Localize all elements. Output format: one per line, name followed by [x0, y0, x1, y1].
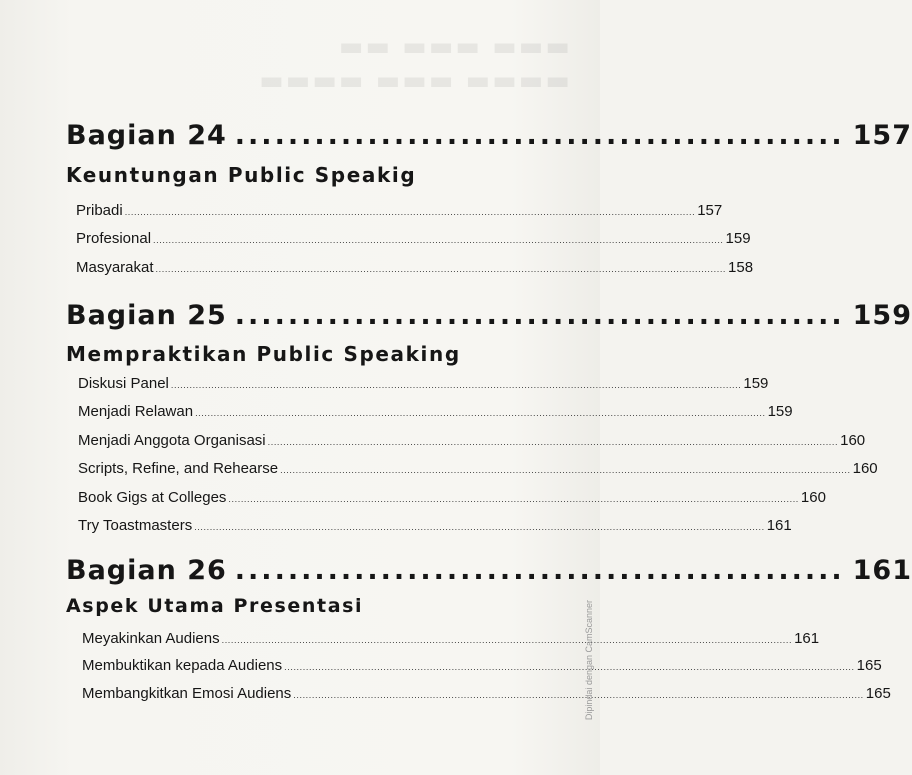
entry-page-number: 158 — [728, 259, 754, 276]
section-label: Bagian 26 — [66, 555, 227, 586]
toc-entry[interactable] — [78, 432, 866, 458]
entry-title: Pribadi — [76, 202, 123, 219]
entry-title: Book Gigs at Colleges — [78, 489, 227, 506]
entry-title: Membangkitkan Emosi Audiens — [82, 685, 292, 702]
toc-entry[interactable] — [78, 517, 792, 543]
entry-title: Menjadi Relawan — [78, 403, 194, 420]
leader-dots: .............................................. — [234, 120, 845, 151]
toc-entry[interactable] — [82, 657, 882, 683]
show-through-text: ▬▬▬ ▬▬▬ ▬▬ ▬▬▬▬ ▬▬▬ ▬▬▬▬ — [257, 32, 570, 96]
section-title: Aspek Utama Presentasi — [66, 595, 364, 617]
toc-entry[interactable] — [78, 489, 826, 515]
section-label: Bagian 24 — [66, 120, 227, 151]
entry-title: Menjadi Anggota Organisasi — [78, 432, 266, 449]
entry-page-number: 160 — [852, 460, 878, 477]
entry-page-number: 159 — [725, 230, 751, 247]
toc-entry[interactable] — [78, 460, 878, 486]
entry-page-number: 161 — [794, 630, 820, 647]
toc-entry[interactable] — [76, 230, 751, 256]
section-page-number: 161 — [852, 555, 912, 586]
leader-dots: ........................................................................................................................................................................................ — [280, 465, 851, 475]
section-page-number: 157 — [852, 120, 912, 151]
entry-title: Diskusi Panel — [78, 375, 169, 392]
entry-title: Masyarakat — [76, 259, 154, 276]
leader-dots: .............................................. — [234, 300, 845, 331]
leader-dots: ........................................................................................................................................................................................ — [153, 235, 724, 245]
entry-title: Profesional — [76, 230, 152, 247]
toc-entry[interactable] — [82, 685, 891, 711]
entry-title: Try Toastmasters — [78, 517, 193, 534]
section-title: Mempraktikan Public Speaking — [66, 342, 461, 366]
leader-dots: ........................................................................................................................................................................................ — [284, 662, 855, 672]
leader-dots: ........................................................................................................................................................................................ — [170, 380, 742, 390]
entry-title: Meyakinkan Audiens — [82, 630, 220, 647]
entry-page-number: 165 — [865, 685, 891, 702]
section-label: Bagian 25 — [66, 300, 227, 331]
leader-dots: ........................................................................................................................................................................................ — [293, 690, 864, 700]
toc-entry[interactable] — [82, 630, 820, 656]
leader-dots: ........................................................................................................................................................................................ — [228, 494, 799, 504]
entry-page-number: 161 — [766, 517, 792, 534]
leader-dots: ........................................................................................................................................................................................ — [267, 437, 839, 447]
entry-page-number: 157 — [697, 202, 723, 219]
toc-entry[interactable] — [76, 259, 754, 285]
entry-page-number: 159 — [767, 403, 793, 420]
section-page-number: 159 — [852, 300, 912, 331]
entry-page-number: 159 — [743, 375, 769, 392]
section-heading-25 — [66, 300, 912, 340]
entry-title: Membuktikan kepada Audiens — [82, 657, 283, 674]
toc-entry[interactable] — [78, 375, 769, 401]
scanner-watermark: Dipindai dengan CamScanner — [584, 600, 594, 721]
entry-page-number: 165 — [856, 657, 882, 674]
toc-entry[interactable] — [76, 202, 723, 228]
leader-dots: ........................................................................................................................................................................................ — [221, 635, 793, 645]
leader-dots: .............................................. — [234, 555, 845, 586]
leader-dots: ........................................................................................................................................................................................ — [194, 522, 765, 532]
toc-entry[interactable] — [78, 403, 793, 429]
leader-dots: ........................................................................................................................................................................................ — [155, 264, 727, 274]
section-heading-26 — [66, 555, 912, 595]
entry-title: Scripts, Refine, and Rehearse — [78, 460, 279, 477]
leader-dots: ........................................................................................................................................................................................ — [124, 207, 696, 217]
section-heading-24 — [66, 120, 912, 160]
section-title: Keuntungan Public Speakig — [66, 163, 417, 187]
leader-dots: ........................................................................................................................................................................................ — [195, 408, 766, 418]
entry-page-number: 160 — [800, 489, 826, 506]
entry-page-number: 160 — [840, 432, 866, 449]
